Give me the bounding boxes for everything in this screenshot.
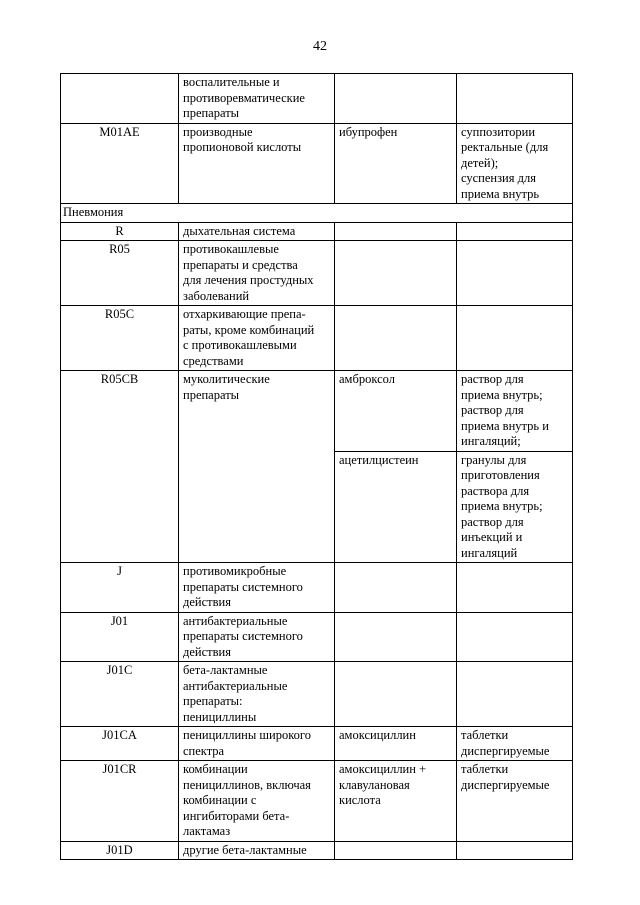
atc-code-cell: R05C [61,306,179,371]
table-row [61,761,573,842]
drug-name-cell: амоксициллин + клавулановая кислота [335,761,457,842]
drug-name-cell: ацетилцистеин [335,451,457,563]
table-row [61,563,573,613]
dosage-form-cell [457,306,573,371]
group-name-cell: производные пропионовой кислоты [179,123,335,204]
atc-code-cell: J01CA [61,727,179,761]
drug-name-cell [335,612,457,662]
dosage-form-cell [457,612,573,662]
drug-name-cell [335,841,457,860]
group-name-cell: пенициллины широкого спектра [179,727,335,761]
section-title: Пневмония [61,204,573,223]
table-row [61,306,573,371]
group-name-cell: бета-лактамные антибактериальные препараты: пенициллины [179,662,335,727]
section-row [61,204,573,223]
dosage-form-cell: гранулы для приготовления раствора для приема внутрь; раствор для инъекций и ингаляций [457,451,573,563]
atc-code-cell: R [61,222,179,241]
group-name-cell: дыхательная система [179,222,335,241]
drug-name-cell [335,563,457,613]
drug-name-cell: амоксициллин [335,727,457,761]
group-name-cell: комбинации пенициллинов, включая комбинации с ингибиторами бета- лактамаз [179,761,335,842]
dosage-form-cell [457,241,573,306]
dosage-form-cell [457,222,573,241]
table-row [61,123,573,204]
drug-name-cell [335,74,457,124]
drug-name-cell [335,306,457,371]
dosage-form-cell: суппозитории ректальные (для детей); суспензия для приема внутрь [457,123,573,204]
table-row [61,662,573,727]
table-row [61,241,573,306]
group-name-cell: другие бета-лактамные [179,841,335,860]
group-name-cell: воспалительные и противоревматические препараты [179,74,335,124]
atc-code-cell: R05 [61,241,179,306]
group-name-cell: противомикробные препараты системного действия [179,563,335,613]
table-row [61,74,573,124]
group-name-cell: противокашлевые препараты и средства для лечения простудных заболеваний [179,241,335,306]
dosage-form-cell: таблетки диспергируемые [457,727,573,761]
atc-code-cell [61,74,179,124]
drug-name-cell: амброксол [335,371,457,452]
atc-code-cell: M01AE [61,123,179,204]
drug-name-cell [335,662,457,727]
atc-code-cell: J01CR [61,761,179,842]
drug-name-cell: ибупрофен [335,123,457,204]
table-row [61,371,573,452]
atc-code-cell: J01C [61,662,179,727]
group-name-cell: антибактериальные препараты системного действия [179,612,335,662]
table-row [61,612,573,662]
group-name-cell: отхаркивающие препа- раты, кроме комбинаций с противокашлевыми средствами [179,306,335,371]
drug-table [60,73,573,860]
page-number: 42 [313,39,327,54]
drug-name-cell [335,222,457,241]
atc-code-cell: J [61,563,179,613]
group-name-cell: муколитические препараты [179,371,335,563]
dosage-form-cell [457,662,573,727]
table-row [61,222,573,241]
atc-code-cell: J01 [61,612,179,662]
table-row [61,841,573,860]
atc-code-cell: J01D [61,841,179,860]
dosage-form-cell: таблетки диспергируемые [457,761,573,842]
dosage-form-cell [457,841,573,860]
dosage-form-cell [457,563,573,613]
table-row [61,727,573,761]
dosage-form-cell: раствор для приема внутрь; раствор для приема внутрь и ингаляций; [457,371,573,452]
atc-code-cell: R05CB [61,371,179,563]
drug-name-cell [335,241,457,306]
dosage-form-cell [457,74,573,124]
